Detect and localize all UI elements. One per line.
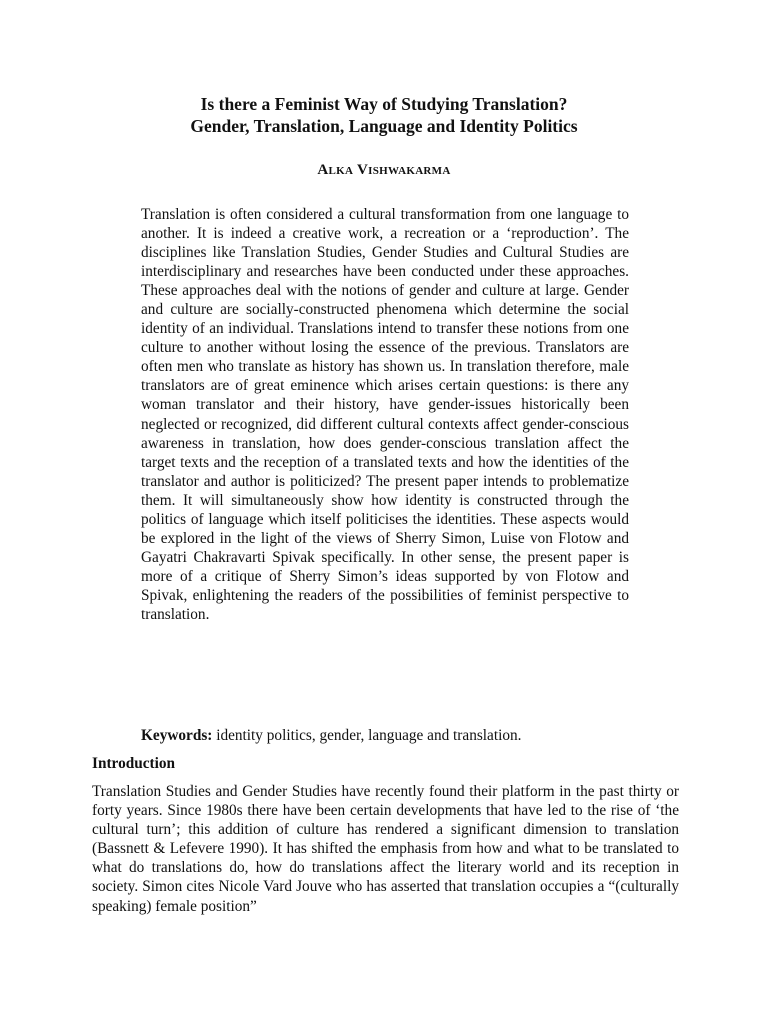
section-heading-introduction: Introduction	[92, 755, 176, 772]
author-name: Alka Vishwakarma	[317, 162, 451, 178]
paper-title-line-2: Gender, Translation, Language and Identity Politics	[190, 116, 578, 136]
keywords-line	[141, 726, 629, 746]
abstract-paragraph: Translation is often considered a cultural transformation from one language to another. It is indeed a creative work, a recreation or a ‘reproduction’. The disciplines like Translation Studies, Gender Studies and Cultural Studies are interdisciplinary and researches have been conducted under these approaches. These approaches deal with the notions of gender and culture at large. Gender and culture are socially-constructed phenomena which determine the social identity of an individual. Translations intend to transfer these notions from one culture to another without losing the essence of the previous. Translators are often men who translate as history has shown us. In translation therefore, male translators are of great eminence which arises certain questions: is there any woman translator and their history, have gender-issues historically been neglected or recognized, did different cultural contexts affect gender-conscious awareness in translation, how does gender-conscious translation affect the target texts and the reception of a translated texts and how the identities of the translator and author is politicized? The present paper intends to problematize them. It will simultaneously show how identity is constructed through the politics of language which itself politicises the identities. These aspects would be explored in the light of the views of Sherry Simon, Luise von Flotow and Gayatri Chakravarti Spivak specifically. In other sense, the present paper is more of a critique of Sherry Simon’s ideas supported by von Flotow and Spivak, enlightening the readers of the possibilities of feminist perspective to translation.	[141, 206, 629, 623]
keywords-label: Keywords:	[141, 727, 213, 744]
keywords-text: identity politics, gender, language and translation.	[212, 727, 522, 744]
introduction-paragraph: Translation Studies and Gender Studies have recently found their platform in the past thirty or forty years. Since 1980s there have been certain developments that have led to the rise of ‘the cultural turn’; this addition of culture has rendered a significant dimension to translation (Bassnett & Lefevere 1990). It has shifted the emphasis from how and what to be translated to what do translations do, how do translations affect the literary world and its reception in society. Simon cites Nicole Vard Jouve who has asserted that translation occupies a “(culturally speaking) female position”	[92, 783, 679, 915]
paper-title-line-1: Is there a Feminist Way of Studying Translation?	[200, 94, 568, 114]
